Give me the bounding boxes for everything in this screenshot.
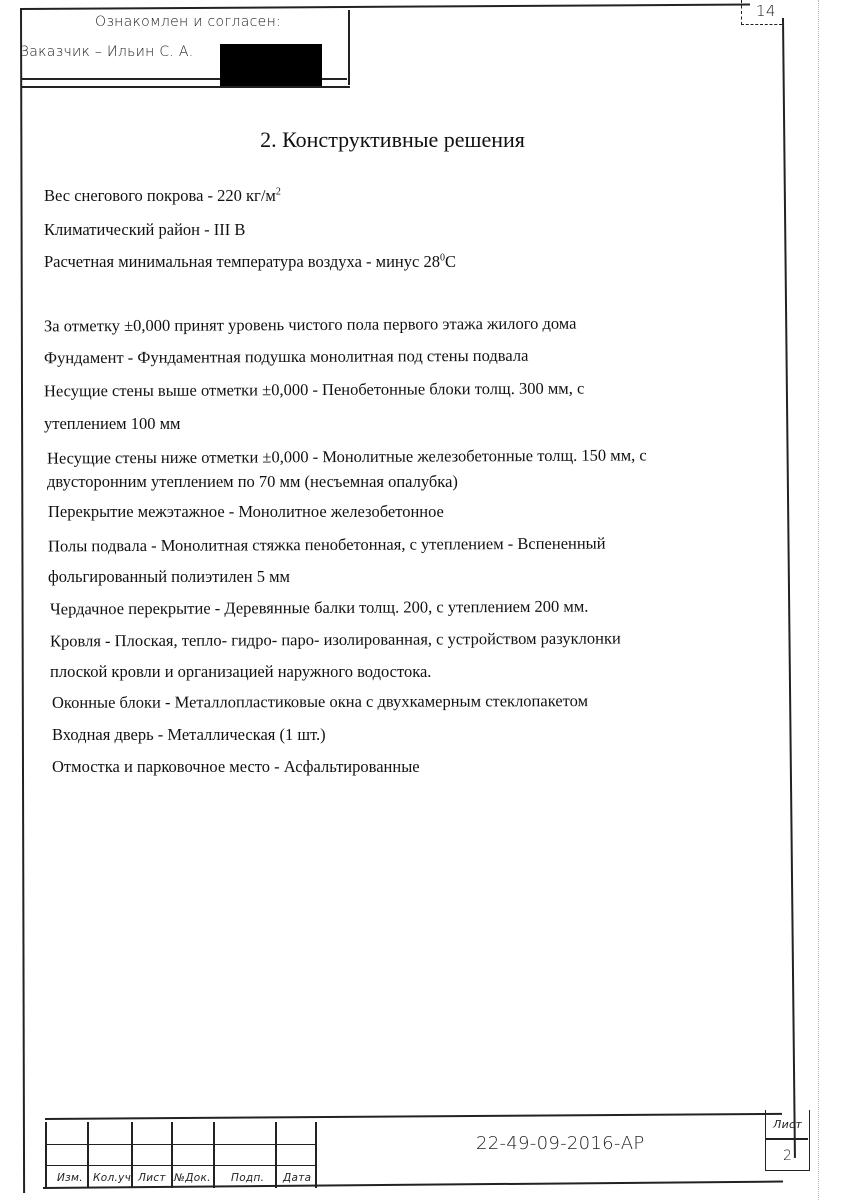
sheet-number: 2 bbox=[783, 1148, 793, 1164]
revision-table bbox=[45, 1122, 315, 1188]
spec-line: Отмостка и парковочное место - Асфальтированные bbox=[52, 757, 420, 776]
frame-right-border bbox=[782, 18, 796, 1158]
document-number: 22-49-09-2016-АР bbox=[476, 1133, 645, 1154]
stamp-customer-line: Заказчик – Ильин С. А. bbox=[20, 44, 194, 60]
climate-snow-load: Вес снегового покрова - 220 $кг/м^2$ bbox=[44, 186, 281, 205]
stamp-border bbox=[348, 10, 350, 85]
signature-redaction bbox=[220, 44, 322, 86]
frame-top-border bbox=[20, 4, 750, 10]
revision-col-header: Кол.уч bbox=[93, 1172, 132, 1184]
spec-line: Несущие стены ниже отметки ±0,000 - Монолитные железобетонные толщ. 150 мм, с bbox=[46, 445, 647, 468]
spec-line: Оконные блоки - Металлопластиковые окна с двухкамерным стеклопакетом bbox=[51, 691, 589, 712]
spec-line: За отметку ±0,000 принят уровень чистого пола первого этажа жилого дома bbox=[43, 313, 577, 336]
title-block-top-border bbox=[45, 1113, 782, 1120]
spec-line: двусторонним утеплением по 70 мм (несъемная опалубка) bbox=[47, 472, 458, 491]
revision-col-header: Дата bbox=[283, 1172, 312, 1184]
frame-left-border bbox=[20, 8, 25, 1193]
spec-line: Входная дверь - Металлическая (1 шт.) bbox=[52, 725, 326, 744]
spec-line: Чердачное перекрытие - Деревянные балки толщ. 200, с утеплением 200 мм. bbox=[49, 596, 589, 619]
section-heading: 2. Конструктивные решения bbox=[260, 127, 525, 152]
revision-col-header: Подп. bbox=[231, 1172, 265, 1184]
climate-region: Климатический район - III В bbox=[44, 220, 246, 239]
revision-col-header: №Док. bbox=[174, 1172, 211, 1184]
spec-line: Несущие стены выше отметки ±0,000 - Пенобетонные блоки толщ. 300 мм, с bbox=[43, 378, 585, 401]
revision-col-header: Лист bbox=[138, 1172, 166, 1184]
spec-line: Перекрытие межэтажное - Монолитное железобетонное bbox=[48, 502, 444, 521]
revision-col-header: Изм. bbox=[57, 1172, 83, 1184]
scan-edge-artifact bbox=[818, 0, 820, 1200]
spec-line: Фундамент - Фундаментная подушка монолитная под стены подвала bbox=[43, 345, 529, 368]
climate-min-temperature: Расчетная минимальная температура воздуха - минус $28^0С$ bbox=[44, 252, 456, 271]
spec-line: утеплением 100 мм bbox=[44, 414, 181, 433]
spec-line: фольгированный полиэтилен 5 мм bbox=[48, 567, 290, 586]
stamp-title: Ознакомлен и согласен: bbox=[95, 14, 282, 30]
spec-line: плоской кровли и организацией наружного водостока. bbox=[50, 662, 432, 681]
sheet-cell-divider bbox=[765, 1138, 808, 1140]
stamp-border bbox=[22, 86, 350, 88]
spec-line: Полы подвала - Монолитная стяжка пенобетонная, с утеплением - Вспененный bbox=[47, 533, 606, 556]
sheet-label: Лист bbox=[773, 1118, 803, 1131]
spec-line: Кровля - Плоская, тепло- гидро- паро- изолированная, с устройством разуклонки bbox=[49, 628, 621, 651]
page-mark: 14 bbox=[756, 2, 776, 20]
